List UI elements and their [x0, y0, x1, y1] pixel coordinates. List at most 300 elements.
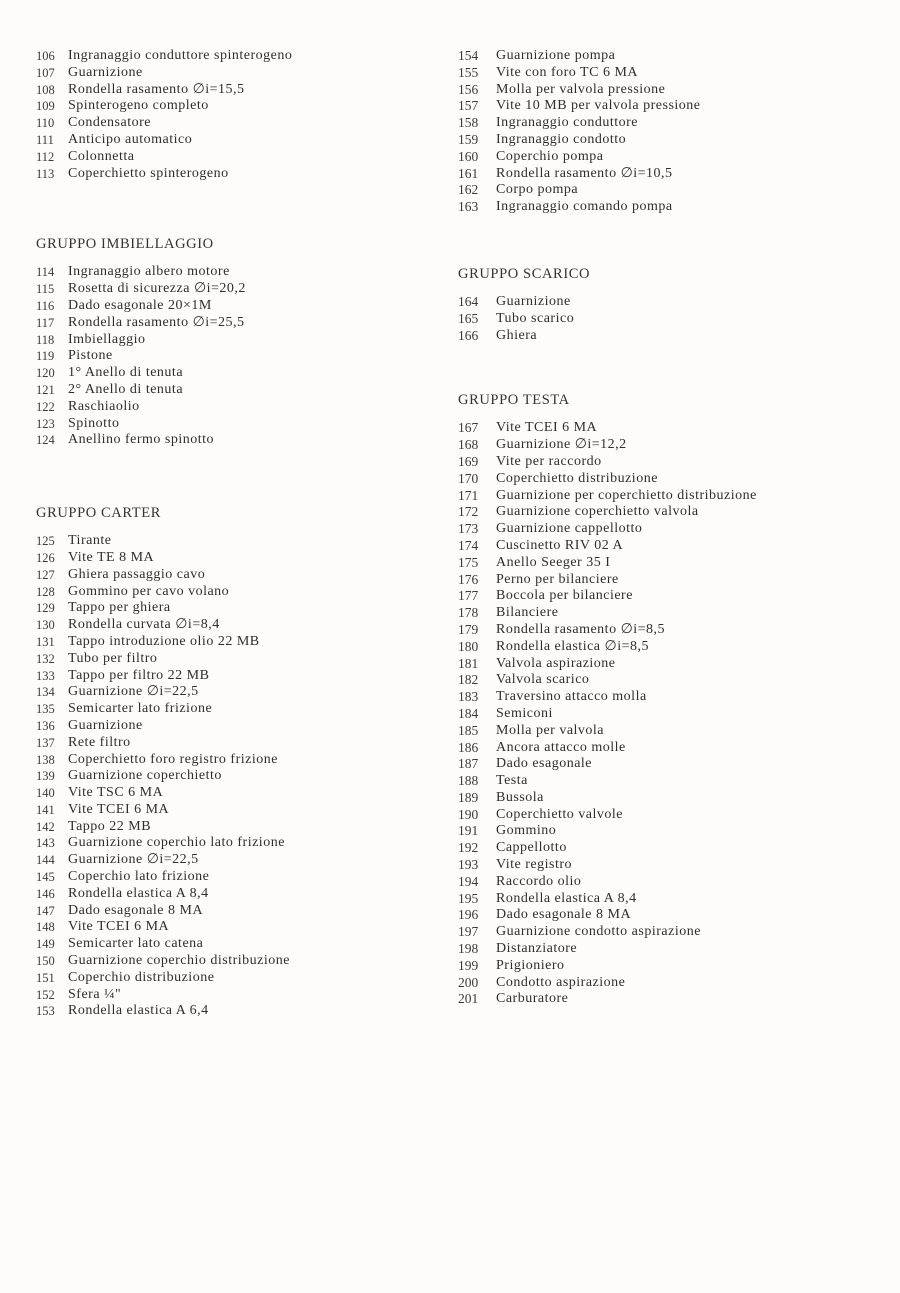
part-description: Sfera ¼"	[68, 986, 122, 1002]
part-description: Coperchio pompa	[496, 148, 604, 164]
part-description: Ghiera passaggio cavo	[68, 566, 206, 582]
part-number: 199	[458, 957, 479, 973]
list-item	[36, 132, 436, 149]
list-item	[458, 294, 888, 311]
part-description: Raccordo olio	[496, 873, 582, 889]
list-item	[36, 82, 436, 99]
part-number: 137	[36, 735, 55, 750]
list-item	[458, 166, 888, 183]
part-description: Rondella elastica A 6,4	[68, 1003, 209, 1019]
list-item	[36, 835, 436, 852]
list-item	[36, 634, 436, 651]
part-description: Carburatore	[496, 991, 569, 1007]
list-item	[36, 1003, 436, 1020]
part-description: Guarnizione	[496, 293, 571, 309]
list-item	[458, 488, 888, 505]
list-item	[458, 149, 888, 166]
list-item	[36, 550, 436, 567]
list-item	[36, 684, 436, 701]
part-description: Vite con foro TC 6 MA	[496, 64, 638, 80]
list-item	[458, 656, 888, 673]
part-description: Guarnizione	[68, 64, 143, 80]
list-item	[36, 348, 436, 365]
section-title: GRUPPO CARTER	[36, 505, 161, 522]
part-description: Coperchietto spinterogeno	[68, 165, 229, 181]
part-description: Colonnetta	[68, 148, 135, 164]
part-description: Vite per raccordo	[496, 453, 602, 469]
part-description: Prigioniero	[496, 957, 565, 973]
list-item	[458, 572, 888, 589]
part-number: 185	[458, 722, 479, 738]
part-description: Coperchio lato frizione	[68, 869, 210, 885]
part-description: Perno per bilanciere	[496, 571, 619, 587]
part-number: 155	[458, 64, 479, 80]
section	[36, 48, 436, 182]
list-item	[458, 182, 888, 199]
list-item	[458, 82, 888, 99]
parts-list	[36, 264, 436, 449]
part-number: 177	[458, 588, 479, 604]
part-number: 166	[458, 327, 479, 343]
part-description: Guarnizione cappellotto	[496, 521, 643, 537]
list-item	[458, 605, 888, 622]
part-number: 144	[36, 853, 55, 868]
part-description: Bilanciere	[496, 605, 559, 621]
part-description: Tappo introduzione olio 22 MB	[68, 633, 260, 649]
part-number: 158	[458, 115, 479, 131]
part-number: 143	[36, 836, 55, 851]
part-description: Molla per valvola pressione	[496, 81, 666, 97]
part-number: 161	[458, 165, 479, 181]
part-description: Anellino fermo spinotto	[68, 432, 215, 448]
part-number: 121	[36, 382, 55, 397]
part-number: 178	[458, 605, 479, 621]
list-item	[36, 701, 436, 718]
list-item	[458, 941, 888, 958]
list-item	[36, 98, 436, 115]
part-number: 198	[458, 941, 479, 957]
part-description: Condotto aspirazione	[496, 974, 626, 990]
part-description: Ingranaggio conduttore spinterogeno	[68, 48, 293, 63]
part-description: Rondella curvata ∅i=8,4	[68, 617, 220, 633]
list-item	[458, 115, 888, 132]
part-number: 162	[458, 182, 479, 198]
list-item	[458, 773, 888, 790]
part-number: 107	[36, 65, 55, 80]
list-item	[458, 588, 888, 605]
part-description: Vite TE 8 MA	[68, 549, 155, 565]
part-number: 136	[36, 718, 55, 733]
list-item	[36, 332, 436, 349]
part-number: 159	[458, 131, 479, 147]
part-description: Guarnizione ∅i=22,5	[68, 684, 199, 700]
list-item	[36, 970, 436, 987]
part-number: 119	[36, 349, 55, 364]
part-number: 170	[458, 470, 479, 486]
part-number: 115	[36, 282, 55, 297]
part-description: Traversino attacco molla	[496, 689, 647, 705]
list-item	[458, 689, 888, 706]
part-number: 182	[458, 672, 479, 688]
part-description: Vite TCEI 6 MA	[68, 801, 170, 817]
part-number: 145	[36, 870, 55, 885]
list-item	[458, 756, 888, 773]
part-number: 152	[36, 987, 55, 1002]
part-number: 190	[458, 806, 479, 822]
part-number: 123	[36, 416, 55, 431]
list-item	[458, 790, 888, 807]
list-item	[458, 48, 888, 65]
part-description: Tirante	[68, 533, 112, 549]
part-description: Rondella rasamento ∅i=10,5	[496, 165, 673, 181]
section-title: GRUPPO TESTA	[458, 392, 570, 409]
part-description: Tubo per filtro	[68, 650, 158, 666]
part-description: Semicarter lato catena	[68, 936, 204, 952]
list-item	[36, 718, 436, 735]
part-number: 172	[458, 504, 479, 520]
part-description: Dado esagonale 8 MA	[68, 902, 204, 918]
part-number: 149	[36, 937, 55, 952]
list-item	[36, 919, 436, 936]
left-column	[36, 48, 436, 1020]
section	[36, 503, 436, 1020]
list-item	[458, 991, 888, 1008]
part-description: Ingranaggio albero motore	[68, 264, 230, 280]
part-number: 109	[36, 99, 55, 114]
part-description: Vite TCEI 6 MA	[68, 919, 170, 935]
part-number: 112	[36, 149, 55, 164]
part-number: 118	[36, 332, 55, 347]
part-number: 191	[458, 823, 479, 839]
list-item	[458, 823, 888, 840]
part-number: 150	[36, 954, 55, 969]
list-item	[36, 802, 436, 819]
list-item	[36, 852, 436, 869]
part-number: 148	[36, 920, 55, 935]
part-description: Rete filtro	[68, 734, 131, 750]
part-number: 127	[36, 567, 55, 582]
list-item	[458, 975, 888, 992]
part-description: Guarnizione ∅i=22,5	[68, 852, 199, 868]
part-description: Coperchio distribuzione	[68, 969, 215, 985]
list-item	[36, 149, 436, 166]
part-description: Tubo scarico	[496, 310, 575, 326]
part-description: Rondella rasamento ∅i=8,5	[496, 621, 666, 637]
list-item	[36, 533, 436, 550]
list-item	[458, 958, 888, 975]
part-description: Ingranaggio conduttore	[496, 115, 639, 131]
list-item	[458, 504, 888, 521]
list-item	[36, 264, 436, 281]
part-number: 196	[458, 907, 479, 923]
part-number: 138	[36, 752, 55, 767]
part-number: 175	[458, 554, 479, 570]
part-number: 164	[458, 293, 479, 309]
part-description: Guarnizione coperchio distribuzione	[68, 953, 290, 969]
list-item	[36, 936, 436, 953]
list-item	[458, 454, 888, 471]
part-number: 194	[458, 873, 479, 889]
part-number: 195	[458, 890, 479, 906]
part-description: Gommino	[496, 823, 557, 839]
part-number: 130	[36, 618, 55, 633]
part-description: Tappo per ghiera	[68, 600, 171, 616]
parts-list	[36, 48, 436, 182]
list-item	[36, 987, 436, 1004]
part-number: 142	[36, 819, 55, 834]
list-item	[458, 672, 888, 689]
part-description: Ancora attacco molle	[496, 739, 626, 755]
list-item	[36, 768, 436, 785]
part-description: Rondella elastica ∅i=8,5	[496, 638, 649, 654]
part-number: 167	[458, 420, 479, 436]
part-description: Distanziatore	[496, 941, 578, 957]
part-description: Guarnizione coperchietto	[68, 768, 222, 784]
part-description: Ingranaggio comando pompa	[496, 199, 673, 215]
part-number: 168	[458, 437, 479, 453]
part-number: 114	[36, 265, 55, 280]
part-number: 126	[36, 550, 55, 565]
part-description: Anticipo automatico	[68, 131, 193, 147]
list-item	[458, 891, 888, 908]
part-number: 125	[36, 534, 55, 549]
list-item	[36, 365, 436, 382]
section	[36, 234, 436, 449]
list-item	[458, 723, 888, 740]
part-number: 106	[36, 49, 55, 63]
part-description: Bussola	[496, 789, 544, 805]
part-description: Dado esagonale	[496, 756, 593, 772]
part-description: Guarnizione	[68, 717, 143, 733]
part-number: 163	[458, 199, 479, 215]
part-description: Guarnizione per coperchietto distribuzione	[496, 487, 757, 503]
list-item	[36, 903, 436, 920]
part-number: 201	[458, 991, 479, 1007]
part-description: Rondella rasamento ∅i=25,5	[68, 314, 245, 330]
part-number: 179	[458, 621, 479, 637]
part-number: 173	[458, 521, 479, 537]
list-item	[36, 432, 436, 449]
part-description: Rondella elastica A 8,4	[496, 890, 637, 906]
part-description: Rondella elastica A 8,4	[68, 885, 209, 901]
list-item	[36, 166, 436, 183]
list-item	[458, 311, 888, 328]
part-number: 197	[458, 924, 479, 940]
part-number: 165	[458, 310, 479, 326]
part-description: Semiconi	[496, 705, 553, 721]
part-description: Ghiera	[496, 327, 538, 343]
part-description: Guarnizione coperchio lato frizione	[68, 835, 285, 851]
part-number: 120	[36, 366, 55, 381]
part-description: Testa	[496, 773, 528, 789]
part-number: 129	[36, 601, 55, 616]
part-number: 124	[36, 433, 55, 448]
part-number: 133	[36, 668, 55, 683]
list-item	[36, 869, 436, 886]
list-item	[36, 382, 436, 399]
list-item	[36, 416, 436, 433]
part-description: Coperchietto valvole	[496, 806, 624, 822]
list-item	[458, 555, 888, 572]
part-number: 141	[36, 802, 55, 817]
part-description: Cappellotto	[496, 840, 567, 856]
part-number: 108	[36, 82, 55, 97]
section-title: GRUPPO IMBIELLAGGIO	[36, 236, 214, 253]
part-description: Guarnizione pompa	[496, 48, 616, 63]
part-description: Valvola scarico	[496, 672, 590, 688]
part-description: Rosetta di sicurezza ∅i=20,2	[68, 281, 246, 297]
part-description: 1° Anello di tenuta	[68, 365, 184, 381]
list-item	[458, 907, 888, 924]
part-description: Imbiellaggio	[68, 331, 146, 347]
part-number: 146	[36, 886, 55, 901]
list-item	[458, 437, 888, 454]
list-item	[458, 622, 888, 639]
part-number: 181	[458, 655, 479, 671]
part-number: 200	[458, 974, 479, 990]
parts-list	[36, 533, 436, 1020]
part-description: Vite 10 MB per valvola pressione	[496, 98, 701, 114]
part-description: Raschiaolio	[68, 398, 140, 414]
part-number: 147	[36, 903, 55, 918]
parts-list	[458, 294, 888, 344]
list-item	[458, 328, 888, 345]
part-number: 157	[458, 98, 479, 114]
part-number: 156	[458, 81, 479, 97]
part-number: 176	[458, 571, 479, 587]
part-description: Vite TCEI 6 MA	[496, 420, 598, 436]
list-item	[458, 521, 888, 538]
part-number: 153	[36, 1004, 55, 1019]
part-number: 128	[36, 584, 55, 599]
part-description: Ingranaggio condotto	[496, 131, 627, 147]
list-item	[458, 471, 888, 488]
list-item	[36, 819, 436, 836]
list-item	[36, 584, 436, 601]
part-number: 184	[458, 705, 479, 721]
part-description: Anello Seeger 35 I	[496, 554, 611, 570]
list-item	[458, 199, 888, 216]
list-item	[36, 953, 436, 970]
list-item	[36, 65, 436, 82]
list-item	[458, 132, 888, 149]
part-number: 116	[36, 298, 55, 313]
parts-list	[458, 420, 888, 1008]
part-description: Spinterogeno completo	[68, 98, 209, 114]
list-item	[458, 840, 888, 857]
list-item	[36, 886, 436, 903]
list-item	[36, 668, 436, 685]
part-description: Spinotto	[68, 415, 120, 431]
part-number: 171	[458, 487, 479, 503]
list-item	[36, 115, 436, 132]
list-item	[458, 706, 888, 723]
list-item	[36, 399, 436, 416]
part-number: 193	[458, 857, 479, 873]
part-number: 183	[458, 689, 479, 705]
part-description: Gommino per cavo volano	[68, 583, 230, 599]
part-description: Corpo pompa	[496, 182, 579, 198]
list-item	[458, 740, 888, 757]
part-description: Pistone	[68, 348, 113, 364]
list-item	[458, 538, 888, 555]
part-number: 160	[458, 148, 479, 164]
part-description: Vite registro	[496, 857, 573, 873]
part-description: Tappo per filtro 22 MB	[68, 667, 210, 683]
list-item	[458, 639, 888, 656]
list-item	[458, 98, 888, 115]
part-number: 110	[36, 116, 55, 131]
right-column	[458, 48, 888, 1008]
part-number: 140	[36, 786, 55, 801]
list-item	[458, 807, 888, 824]
part-description: Vite TSC 6 MA	[68, 785, 164, 801]
part-number: 139	[36, 769, 55, 784]
part-description: Dado esagonale 8 MA	[496, 907, 632, 923]
part-number: 135	[36, 702, 55, 717]
part-description: Semicarter lato frizione	[68, 701, 213, 717]
list-item	[458, 420, 888, 437]
section-title: GRUPPO SCARICO	[458, 265, 591, 282]
part-description: Coperchietto distribuzione	[496, 470, 658, 486]
part-description: Valvola aspirazione	[496, 655, 616, 671]
parts-list	[458, 48, 888, 216]
list-item	[36, 567, 436, 584]
list-item	[36, 315, 436, 332]
part-description: Condensatore	[68, 115, 151, 131]
list-item	[36, 281, 436, 298]
part-number: 169	[458, 453, 479, 469]
list-item	[458, 857, 888, 874]
part-number: 113	[36, 166, 55, 181]
list-item	[458, 924, 888, 941]
part-number: 188	[458, 773, 479, 789]
part-number: 174	[458, 537, 479, 553]
part-number: 122	[36, 399, 55, 414]
part-number: 186	[458, 739, 479, 755]
list-item	[36, 600, 436, 617]
part-description: Coperchietto foro registro frizione	[68, 751, 278, 767]
list-item	[36, 785, 436, 802]
part-number: 192	[458, 840, 479, 856]
list-item	[458, 874, 888, 891]
part-number: 117	[36, 315, 55, 330]
part-description: Dado esagonale 20×1M	[68, 297, 212, 313]
part-description: Boccola per bilanciere	[496, 588, 633, 604]
part-number: 151	[36, 970, 55, 985]
part-description: Cuscinetto RIV 02 A	[496, 537, 624, 553]
part-number: 131	[36, 634, 55, 649]
section	[458, 264, 888, 344]
part-number: 189	[458, 789, 479, 805]
list-item	[36, 617, 436, 634]
part-description: Molla per valvola	[496, 722, 605, 738]
section	[458, 390, 888, 1008]
part-number: 154	[458, 48, 479, 63]
section	[458, 48, 888, 216]
part-number: 111	[36, 132, 54, 147]
part-description: 2° Anello di tenuta	[68, 381, 184, 397]
part-description: Guarnizione condotto aspirazione	[496, 924, 701, 940]
list-item	[458, 65, 888, 82]
part-number: 132	[36, 651, 55, 666]
list-item	[36, 752, 436, 769]
list-item	[36, 651, 436, 668]
part-description: Guarnizione ∅i=12,2	[496, 437, 627, 453]
part-description: Rondella rasamento ∅i=15,5	[68, 81, 245, 97]
list-item	[36, 48, 436, 65]
part-number: 187	[458, 756, 479, 772]
